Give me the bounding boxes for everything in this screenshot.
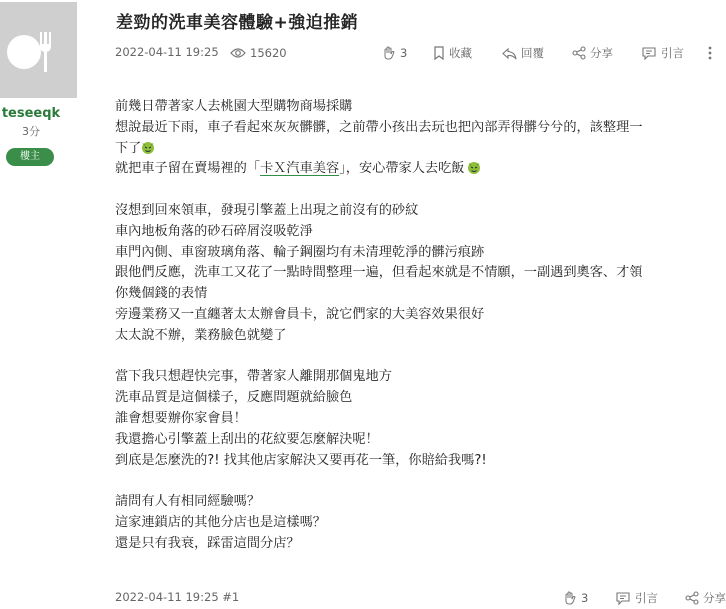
share-button[interactable] xyxy=(572,45,613,61)
post-content xyxy=(115,97,720,555)
content-text: 就把車子留在賣場裡的「 xyxy=(115,161,261,177)
post-timestamp: 2022-04-11 19:25 xyxy=(115,45,219,59)
plate-shape xyxy=(7,35,41,69)
content-line: 還是只有我衰，踩雷這間分店？ xyxy=(115,535,300,551)
clap-icon xyxy=(563,591,577,605)
post-meta-row xyxy=(115,44,720,64)
clap-icon xyxy=(382,46,396,60)
bookmark-button[interactable] xyxy=(433,45,472,61)
reply-button[interactable] xyxy=(502,45,544,61)
more-button[interactable] xyxy=(708,45,712,60)
avatar[interactable] xyxy=(0,2,77,98)
emoji-devil-icon xyxy=(467,160,481,174)
shop-link[interactable]: 卡Ｘ汽車美容 xyxy=(260,161,340,177)
content-line: 你幾個錢的表情 xyxy=(115,286,208,302)
fork-handle xyxy=(44,52,47,72)
footer-share-label: 分享 xyxy=(703,591,726,605)
author-sidebar xyxy=(0,0,100,609)
share-icon xyxy=(685,591,699,605)
content-line: 這家連鎖店的其他分店也是這樣嗎？ xyxy=(115,514,326,530)
bookmark-label: 收藏 xyxy=(449,46,472,60)
content-line: 請問有人有相同經驗嗎？ xyxy=(115,494,261,510)
content-line: 當下我只想趕快完事，帶著家人離開那個鬼地方 xyxy=(115,369,392,385)
footer-meta: 2022-04-11 19:25 #1 xyxy=(115,590,240,604)
quote-label: 引言 xyxy=(661,46,684,60)
fork-tines xyxy=(40,32,51,52)
more-icon xyxy=(708,46,712,60)
like-count: 3 xyxy=(400,45,408,60)
content-line: 到底是怎麼洗的?! 找其他店家解決又要再花一筆，你賠給我嗎?! xyxy=(115,452,487,468)
content-line xyxy=(115,139,720,160)
reply-label: 回覆 xyxy=(521,46,544,60)
content-line: 車內地板角落的砂石碎屑沒吸乾淨 xyxy=(115,223,313,239)
footer-quote-button[interactable] xyxy=(615,590,658,606)
reply-icon xyxy=(502,47,517,60)
quote-button[interactable] xyxy=(641,45,684,61)
content-line: 我還擔心引擎蓋上刮出的花紋要怎麼解決呢！ xyxy=(115,431,379,447)
post-title: 差勁的洗車美容體驗+強迫推銷 xyxy=(116,13,359,33)
content-line: 洗車品質是這個樣子，反應問題就給臉色 xyxy=(115,390,353,406)
like-button[interactable] xyxy=(382,45,407,60)
footer-like-count: 3 xyxy=(581,590,589,605)
quote-icon xyxy=(641,46,657,60)
content-line: 跟他們反應，洗車工又花了一點時間整理一遍，但看起來就是不情願，一副遇到奧客、才領 xyxy=(115,265,643,281)
content-line: 車門內側、車窗玻璃角落、輪子鋼圈均有未清理乾淨的髒污痕跡 xyxy=(115,244,485,260)
content-line: 沒想到回來領車，發現引擎蓋上出現之前沒有的砂紋 xyxy=(115,202,419,218)
content-line xyxy=(115,159,720,180)
share-icon xyxy=(572,46,586,60)
content-line: 旁邊業務又一直纏著太太辦會員卡，說它們家的大美容效果很好 xyxy=(115,306,485,322)
eye-icon xyxy=(230,47,246,59)
content-text: 下了 xyxy=(115,140,142,156)
emoji-devil-icon xyxy=(141,140,155,154)
author-score: 3分 xyxy=(22,125,40,138)
bookmark-icon xyxy=(433,46,445,60)
view-count-value: 15620 xyxy=(250,45,287,60)
footer-like-button[interactable] xyxy=(563,590,588,605)
content-line: 想說最近下雨，車子看起來灰灰髒髒，之前帶小孩出去玩也把內部弄得髒兮兮的，該整理一 xyxy=(115,119,643,135)
content-line: 誰會想要辦你家會員！ xyxy=(115,410,247,426)
content-text: 」，安心帶家人去吃飯 xyxy=(339,161,465,177)
post-footer xyxy=(115,590,726,608)
footer-quote-label: 引言 xyxy=(635,591,658,605)
quote-icon xyxy=(615,591,631,605)
author-username[interactable]: teseeqk xyxy=(1,106,61,121)
op-badge: 樓主 xyxy=(6,148,54,166)
content-line: 太太說不辦，業務臉色就變了 xyxy=(115,327,287,343)
content-line: 前幾日帶著家人去桃園大型購物商場採購 xyxy=(115,99,353,114)
footer-share-button[interactable] xyxy=(685,590,726,606)
share-label: 分享 xyxy=(590,46,613,60)
view-count xyxy=(230,45,287,60)
